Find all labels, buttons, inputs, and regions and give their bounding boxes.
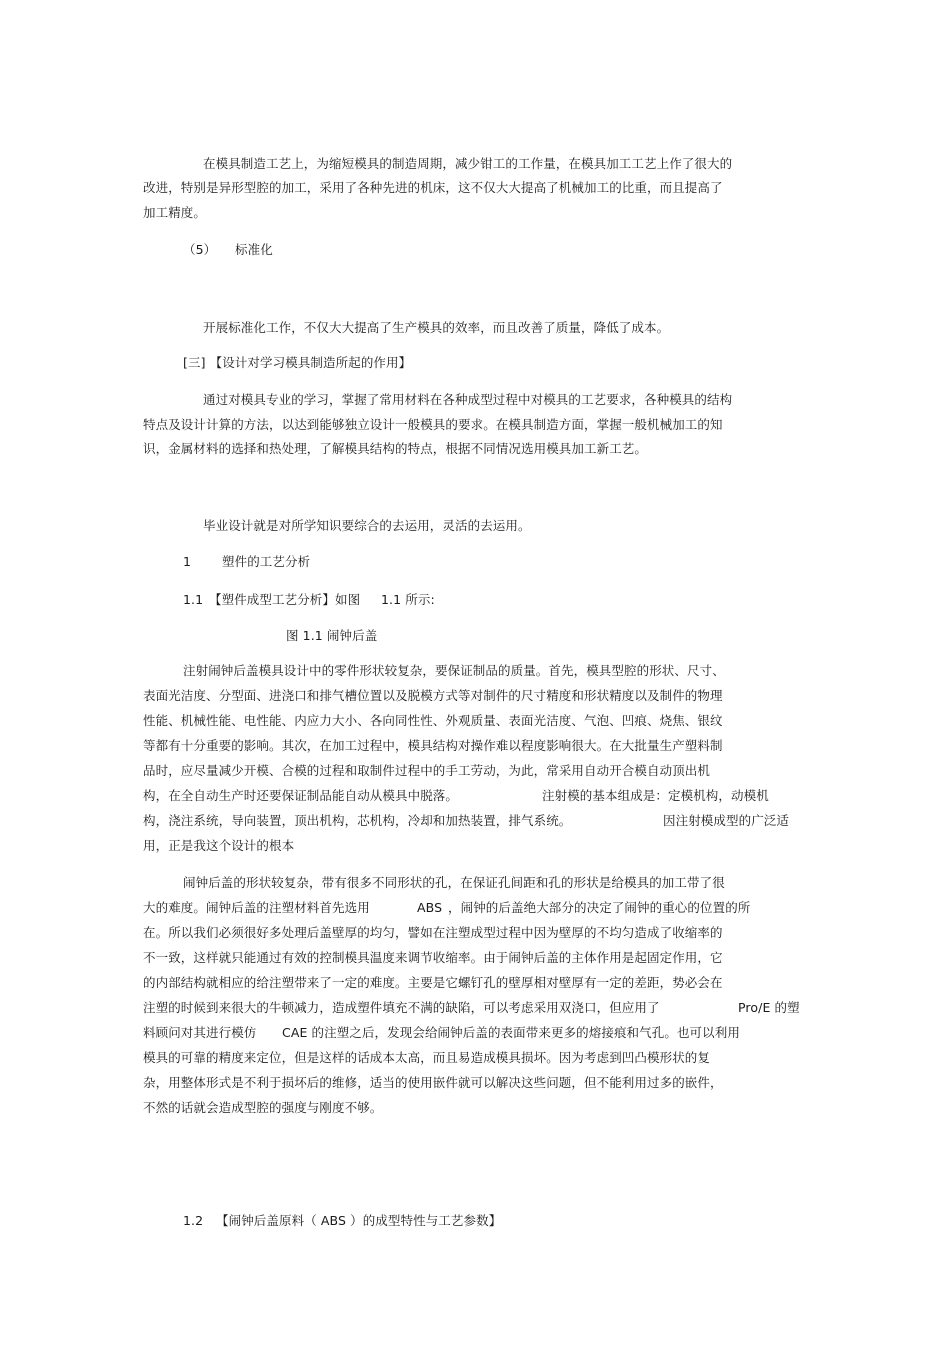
paragraph-line: 在。所以我们必须很好多处理后盖壁厚的均匀，譬如在注塑成型过程中因为壁厚的不均匀造成了收缩率的 xyxy=(143,925,723,940)
paragraph-line: 识，金属材料的选择和热处理，了解模具结构的特点，根据不同情况选用模具加工新工艺。 xyxy=(143,441,648,456)
paragraph-line: 构，浇注系统，导向装置，顶出机构，芯机构，冷却和加热装置，排气系统。 xyxy=(143,813,572,828)
paragraph-line: 杂，用整体形式是不利于损坏后的维修，适当的使用嵌件就可以解决这些问题，但不能利用过多的嵌件， xyxy=(143,1075,723,1090)
heading-title: 塑件的工艺分析 xyxy=(222,554,311,569)
subheading-number: 1.2 xyxy=(183,1213,204,1228)
paragraph-line: 构，在全自动生产时还要保证制品能自动从模具中脱落。 xyxy=(143,788,459,803)
figure-reference: 1.1 所示: xyxy=(381,592,435,607)
paragraph-line: 不一致，这样就只能通过有效的控制模具温度来调节收缩率。由于闹钟后盖的主体作用是起固定作用，它 xyxy=(143,950,723,965)
paragraph-line: 在模具制造工艺上，为缩短模具的制造周期，减少钳工的工作量，在模具加工工艺上作了很大的 xyxy=(203,156,733,171)
paragraph-line: 改进，特别是异形型腔的加工，采用了各种先进的机床，这不仅大大提高了机械加工的比重，而且提高了 xyxy=(143,180,723,195)
paragraph-line: ABS xyxy=(417,900,443,915)
subheading-title: 【闹钟后盖原料（ ABS ）的成型特性与工艺参数】 xyxy=(216,1213,502,1228)
list-label: 标准化 xyxy=(235,242,273,257)
paragraph-line: 注射模的基本组成是：定模机构，动模机 xyxy=(542,788,769,803)
paragraph-line: 注射闹钟后盖模具设计中的零件形状较复杂，要保证制品的质量。首先，模具型腔的形状、尺寸、 xyxy=(183,663,725,678)
paragraph-line: 料顾问对其进行模仿 xyxy=(143,1025,257,1040)
paragraph-line: 大的难度。闹钟后盖的注塑材料首先选用 xyxy=(143,900,370,915)
paragraph-line: 性能、机械性能、电性能、内应力大小、各向同性性、外观质量、表面光洁度、气泡、凹痕、烧焦、银纹 xyxy=(143,713,723,728)
paragraph-line: 的内部结构就相应的给注塑带来了一定的难度。主要是它螺钉孔的壁厚相对壁厚有一定的差距，势必会在 xyxy=(143,975,723,990)
paragraph-line: 毕业设计就是对所学知识要综合的去运用，灵活的去运用。 xyxy=(203,518,531,533)
figure-caption: 图 1.1 闹钟后盖 xyxy=(286,628,378,643)
paragraph-line: 注塑的时候到来很大的牛顿减力，造成塑件填充不满的缺陷，可以考虑采用双浇口，但应用了 xyxy=(143,1000,660,1015)
subheading-number: 1.1 xyxy=(183,592,204,607)
heading-number: 1 xyxy=(183,554,192,569)
paragraph-line: Pro/E 的塑 xyxy=(738,1000,800,1015)
paragraph-line: 用，正是我这个设计的根本 xyxy=(143,838,295,853)
paragraph-line: 闹钟后盖的形状较复杂，带有很多不同形状的孔，在保证孔间距和孔的形状是给模具的加工带了很 xyxy=(183,875,725,890)
paragraph-line: 模具的可靠的精度来定位，但是这样的话成本太高，而且易造成模具损坏。因为考虑到凹凸模形状的复 xyxy=(143,1050,711,1065)
paragraph-line: ，闹钟的后盖绝大部分的决定了闹钟的重心的位置的所 xyxy=(448,900,751,915)
paragraph-line: CAE 的注塑之后，发现会给闹钟后盖的表面带来更多的熔接痕和气孔。也可以利用 xyxy=(282,1025,740,1040)
paragraph-line: 特点及设计计算的方法，以达到能够独立设计一般模具的要求。在模具制造方面，掌握一般机械加工的知 xyxy=(143,417,723,432)
paragraph-line: 通过对模具专业的学习，掌握了常用材料在各种成型过程中对模具的工艺要求，各种模具的结构 xyxy=(203,392,733,407)
paragraph-line: 表面光洁度、分型面、进浇口和排气槽位置以及脱模方式等对制件的尺寸精度和形状精度以及制件的物理 xyxy=(143,688,723,703)
list-number: （5） xyxy=(183,242,217,257)
paragraph-line: 不然的话就会造成型腔的强度与刚度不够。 xyxy=(143,1100,383,1115)
paragraph-line: 加工精度。 xyxy=(143,205,207,220)
paragraph-line: 开展标准化工作，不仅大大提高了生产模具的效率，而且改善了质量，降低了成本。 xyxy=(203,320,670,335)
paragraph-line: 品时，应尽量减少开模、合模的过程和取制件过程中的手工劳动，为此，常采用自动开合模自动顶出机 xyxy=(143,763,711,778)
paragraph-line: 因注射模成型的广泛适 xyxy=(663,813,790,828)
subheading-title: 【塑件成型工艺分析】如图 xyxy=(209,592,361,607)
paragraph-line: 等都有十分重要的影响。其次，在加工过程中，模具结构对操作难以程度影响很大。在大批量生产塑料制 xyxy=(143,738,723,753)
section-heading: [三] 【设计对学习模具制造所起的作用】 xyxy=(183,355,412,370)
